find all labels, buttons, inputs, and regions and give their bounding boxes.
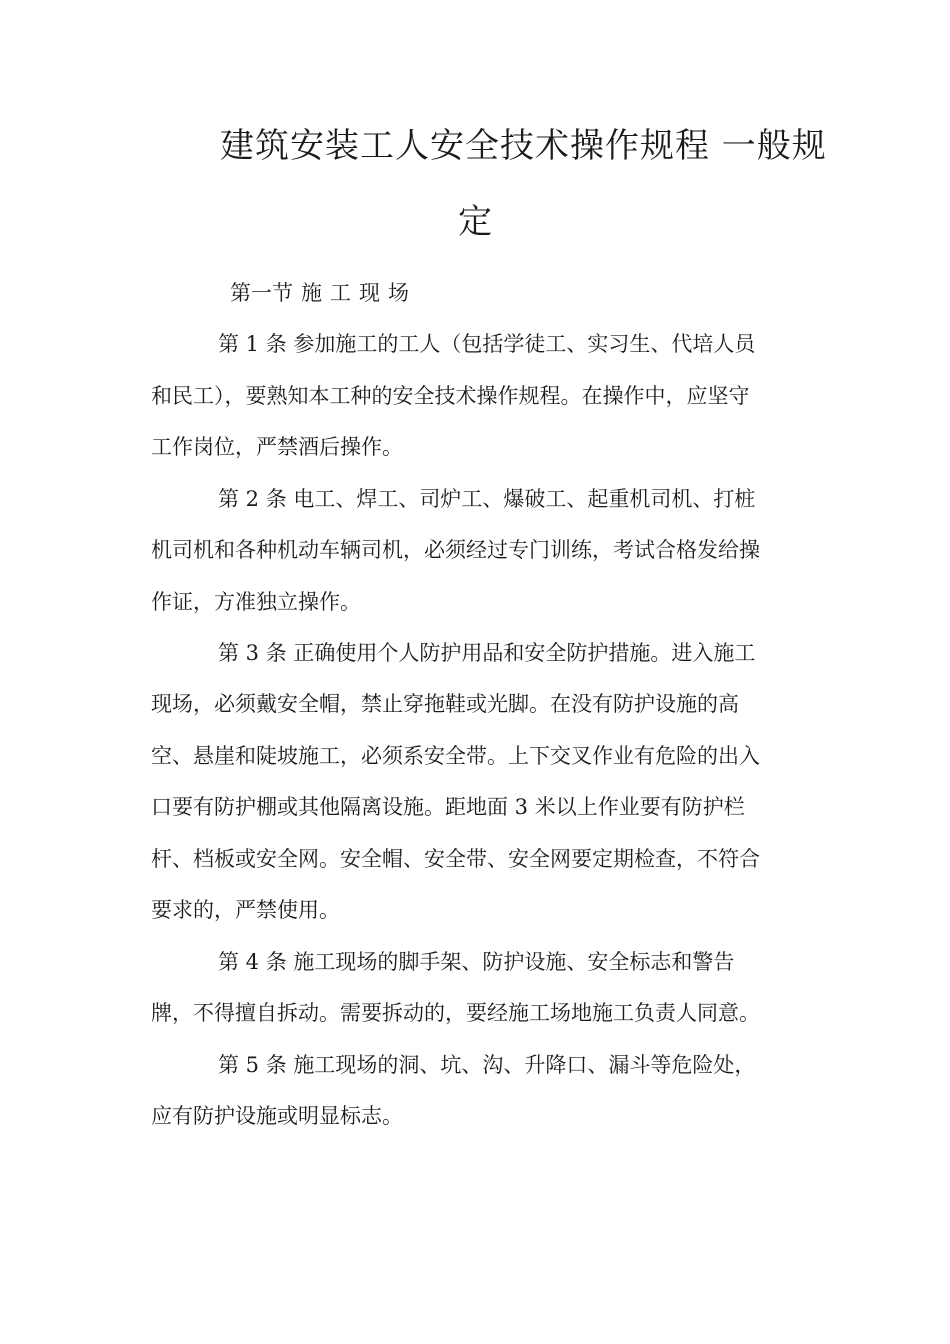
- article-4-line-1: 第 4 条 施工现场的脚手架、防护设施、安全标志和警告: [218, 950, 735, 974]
- article-2-line-1: 第 2 条 电工、焊工、司炉工、爆破工、起重机司机、打桩: [218, 487, 756, 511]
- article-5-line-2: 应有防护设施或明显标志。: [151, 1104, 403, 1128]
- article-2-line-3: 作证，方准独立操作。: [151, 590, 361, 614]
- article-2-line-2: 机司机和各种机动车辆司机，必须经过专门训练，考试合格发给操: [151, 538, 760, 562]
- document-title-line-2: 定: [458, 202, 493, 242]
- section-word: 场: [388, 281, 409, 305]
- article-1-line-2: 和民工），要熟知本工种的安全技术操作规程。在操作中，应坚守: [151, 384, 750, 408]
- article-3-line-2: 现场，必须戴安全帽，禁止穿拖鞋或光脚。在没有防护设施的高: [151, 692, 739, 716]
- document-title-line-1: 建筑安装工人安全技术操作规程 一般规: [220, 126, 827, 166]
- article-3-line-3: 空、悬崖和陡坡施工，必须系安全带。上下交叉作业有危险的出入: [151, 744, 760, 768]
- section-heading: [230, 280, 417, 306]
- article-1-line-1: 第 1 条 参加施工的工人（包括学徒工、实习生、代培人员: [218, 332, 756, 356]
- section-word: 施: [301, 281, 322, 305]
- section-word: 工: [330, 281, 351, 305]
- article-3-line-4: 口要有防护棚或其他隔离设施。距地面 3 米以上作业要有防护栏: [151, 795, 745, 819]
- article-3-line-1: 第 3 条 正确使用个人防护用品和安全防护措施。进入施工: [218, 641, 756, 665]
- article-1-line-3: 工作岗位，严禁酒后操作。: [151, 435, 403, 459]
- article-4-line-2: 牌，不得擅自拆动。需要拆动的，要经施工场地施工负责人同意。: [151, 1001, 760, 1025]
- section-word: 现: [359, 281, 380, 305]
- article-3-line-5: 杆、档板或安全网。安全帽、安全带、安全网要定期检查，不符合: [151, 847, 760, 871]
- section-number: 第一节: [230, 281, 293, 305]
- article-3-line-6: 要求的，严禁使用。: [151, 898, 340, 922]
- article-5-line-1: 第 5 条 施工现场的洞、坑、沟、升降口、漏斗等危险处，: [218, 1053, 756, 1077]
